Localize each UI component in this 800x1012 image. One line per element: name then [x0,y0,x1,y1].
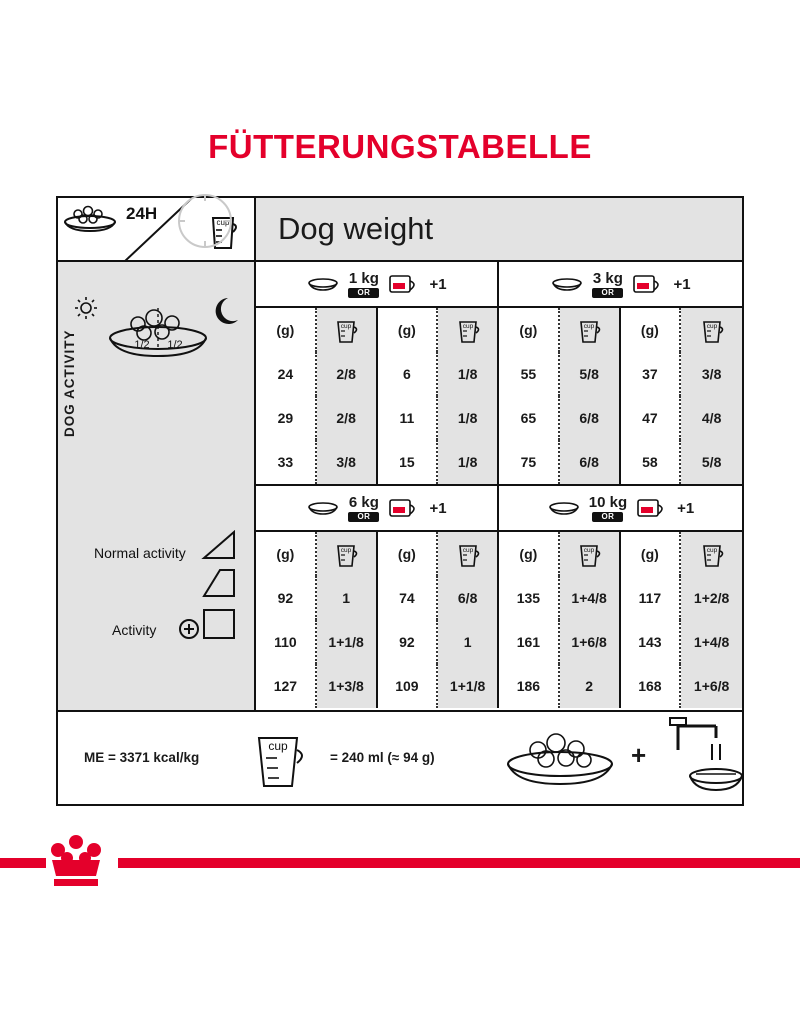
data-cell: 161 [499,620,560,664]
unit-cell [499,308,560,352]
unit-cell [681,308,742,352]
data-cell: 1 [317,576,378,620]
dog-activity-panel [58,262,256,710]
block2-units-row [256,532,742,576]
table-row [256,576,742,620]
weight-value: 1 kg [348,269,379,287]
block1-header [256,262,742,308]
dog-activity-vertical-label: DOG ACTIVITY [62,329,77,437]
weight-block-2 [256,486,742,710]
royal-canin-crown-icon [46,830,118,892]
cup-icon [455,314,481,346]
table-row [256,396,742,440]
svg-text:cup: cup [462,323,473,330]
weight-blocks [256,262,742,710]
unit-cell [438,308,499,352]
unit-cell [256,308,317,352]
cup-equivalence-label: = 240 ml (≈ 94 g) [330,750,435,765]
table-header-right [256,198,742,260]
sun-icon [75,297,97,319]
data-cell: 110 [256,620,317,664]
data-cell: 6/8 [560,440,621,484]
unit-label: (g) [519,322,538,338]
svg-text:cup: cup [706,323,717,330]
twentyfour-hour-indicator [62,192,157,236]
data-cell: 1/8 [438,352,499,396]
cup-icon [576,538,602,570]
unit-cell [378,532,439,576]
plus-circle-icon [178,618,200,640]
unit-cell [438,532,499,576]
data-cell: 29 [256,396,317,440]
data-cell: 3/8 [317,440,378,484]
data-cell: 5/8 [560,352,621,396]
metabolizable-energy-label: ME = 3371 kcal/kg [84,750,200,765]
table-row [256,664,742,708]
data-cell: 1+6/8 [681,664,742,708]
unit-cell [681,532,742,576]
unit-cell [378,308,439,352]
data-cell: 11 [378,396,439,440]
crown-container [46,830,118,892]
data-cell: 127 [256,664,317,708]
food-pouch-icon [635,497,669,519]
cup-icon [576,314,602,346]
or-pill: OR [348,512,379,522]
data-cell: 5/8 [681,440,742,484]
dog-bowl-icon [306,275,340,293]
data-cell: 33 [256,440,317,484]
table-row [256,352,742,396]
data-cell: 135 [499,576,560,620]
svg-text:cup: cup [340,323,352,330]
svg-text:cup: cup [706,547,717,554]
unit-cell [256,532,317,576]
data-cell: 6/8 [438,576,499,620]
data-cell: 6/8 [560,396,621,440]
data-cell: 4/8 [681,396,742,440]
cup-icon [243,724,313,796]
feeding-table [56,196,744,806]
cup-icon [455,538,481,570]
data-cell: 1+3/8 [317,664,378,708]
data-cell: 1/8 [438,440,499,484]
data-cell: 1+1/8 [438,664,499,708]
data-cell: 92 [378,620,439,664]
food-pouch-icon [387,273,421,295]
data-cell: 143 [621,620,682,664]
data-cell: 74 [378,576,439,620]
unit-label: (g) [519,546,538,562]
or-pill: OR [592,512,623,522]
svg-text:1/2: 1/2 [134,339,150,351]
data-cell: 92 [256,576,317,620]
cup-icon [333,314,359,346]
dog-bowl-icon [62,192,122,236]
cup-icon [699,538,725,570]
data-cell: 75 [499,440,560,484]
unit-cell [560,532,621,576]
weight-group-10kg [499,486,742,530]
activity-label: Activity [112,622,157,638]
unit-label: (g) [397,322,416,338]
data-cell: 1+1/8 [317,620,378,664]
unit-label: (g) [640,322,659,338]
svg-text:1/2: 1/2 [167,339,183,351]
cup-icon [333,538,359,570]
weight-value: 6 kg [348,493,379,511]
dog-bowl-icon [498,718,623,798]
data-cell: 55 [499,352,560,396]
water-tap-icon [658,716,748,800]
unit-cell [621,532,682,576]
dog-bowl-icon [110,308,206,356]
block2-data-rows [256,576,742,708]
data-cell: 109 [378,664,439,708]
svg-text:cup: cup [340,547,352,554]
dog-bowl-icon [547,499,581,517]
unit-cell [317,308,378,352]
unit-label: (g) [397,546,416,562]
dog-bowl-icon [550,275,584,293]
block2-header [256,486,742,532]
data-cell: 24 [256,352,317,396]
table-footer [58,710,742,804]
weight-group-3kg [499,262,742,306]
svg-text:cup: cup [583,323,595,330]
duration-label: 24H [126,204,158,223]
data-cell: 1+6/8 [560,620,621,664]
data-cell: 1/8 [438,396,499,440]
table-header-band [58,198,742,262]
dog-bowl-icon [306,499,340,517]
unit-label: (g) [276,322,295,338]
plus-one-label: +1 [677,499,695,517]
normal-activity-label: Normal activity [94,545,186,561]
data-cell: 1+4/8 [560,576,621,620]
brand-bar [0,858,800,868]
data-cell: 37 [621,352,682,396]
data-cell: 2/8 [317,352,378,396]
cup-icon [699,314,725,346]
unit-cell [317,532,378,576]
block1-data-rows [256,352,742,484]
page-title: FÜTTERUNGSTABELLE [208,128,592,165]
svg-text:cup: cup [268,739,288,753]
data-cell: 2/8 [317,396,378,440]
plus-one-label: +1 [429,499,447,517]
plus-one-label: +1 [673,275,691,293]
svg-text:cup: cup [462,547,473,554]
unit-cell [621,308,682,352]
clock-dial-icon [170,186,240,256]
data-cell: 6 [378,352,439,396]
unit-label: (g) [640,546,659,562]
svg-text:cup: cup [216,218,230,227]
data-cell: 1+2/8 [681,576,742,620]
or-pill: OR [348,288,379,298]
weight-value: 10 kg [588,493,628,511]
weight-block-1 [256,262,742,486]
data-cell: 65 [499,396,560,440]
dog-weight-title: Dog weight [278,211,434,246]
data-cell: 117 [621,576,682,620]
weight-value: 3 kg [592,269,623,287]
weight-group-6kg [256,486,499,530]
data-cell: 2 [560,664,621,708]
unit-label: (g) [276,546,295,562]
plus-one-label: +1 [429,275,447,293]
data-cell: 47 [621,396,682,440]
data-cell: 186 [499,664,560,708]
data-cell: 1+4/8 [681,620,742,664]
unit-cell [499,532,560,576]
block1-units-row [256,308,742,352]
table-row [256,620,742,664]
activity-level-marks [200,530,242,648]
plus-symbol: + [631,740,647,770]
moon-icon [216,298,238,324]
data-cell: 58 [621,440,682,484]
or-pill: OR [592,288,623,298]
svg-text:cup: cup [583,547,595,554]
data-cell: 15 [378,440,439,484]
activity-bowl-illustration [72,286,244,372]
data-cell: 1 [438,620,499,664]
weight-group-1kg [256,262,499,306]
table-row [256,440,742,484]
food-pouch-icon [387,497,421,519]
data-cell: 168 [621,664,682,708]
data-cell: 3/8 [681,352,742,396]
unit-cell [560,308,621,352]
food-pouch-icon [631,273,665,295]
